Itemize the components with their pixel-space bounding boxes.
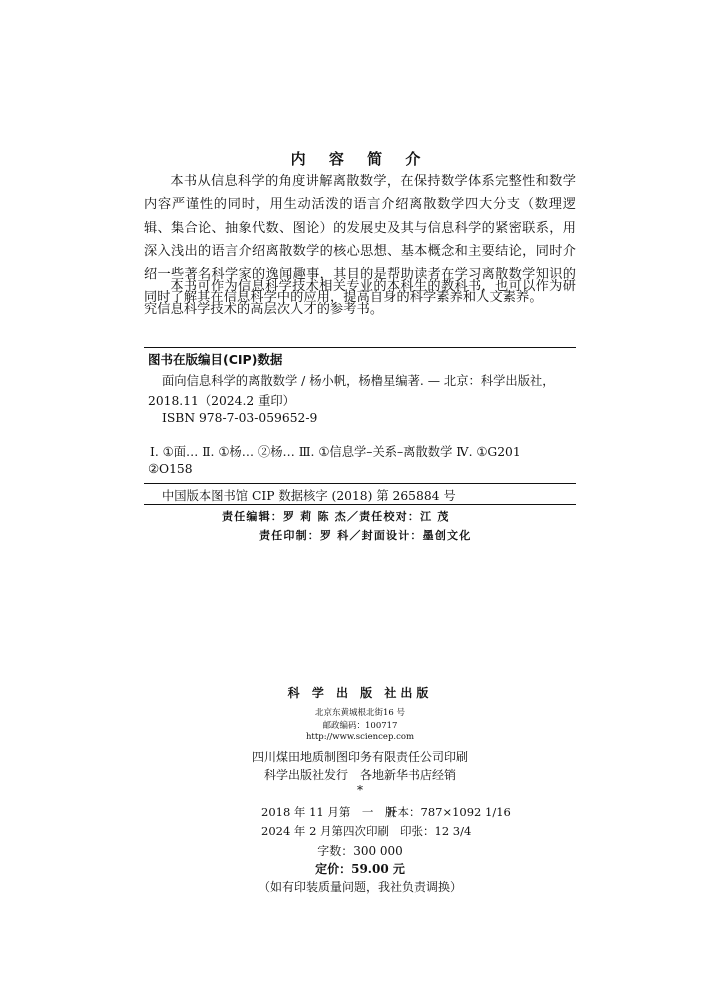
cip-classification: Ⅰ. ①面… Ⅱ. ①杨… ②杨… Ⅲ. ①信息学–关系–离散数学 Ⅳ. ①G201 [150,445,521,459]
price: 定价：59.00 元 [315,862,405,876]
cip-isbn: ISBN 978-7-03-059652-9 [162,411,318,425]
reprint-date: 2024 年 2 月第四次印刷 [261,824,390,838]
publisher-name: 科 学 出 版 社出版 [287,686,433,700]
summary-paragraph-2: 本书可作为信息科学技术相关专业的本科生的教科书，也可以作为研究信息科学技术的高层次人才的参考书。 [144,279,576,318]
credits-editors: 责任编辑：罗 莉 陈 杰／责任校对：江 茂 [222,510,450,523]
cip-classification-cont: ②O158 [148,462,193,476]
cip-title-line: 面向信息科学的离散数学 / 杨小帆，杨橹星编著. — 北京：科学出版社， [162,374,555,388]
book-format: 开本：787×1092 1/16 [386,805,511,819]
first-edition-date: 2018 年 11 月第 一 版 [261,805,397,819]
cip-middle-rule [144,483,576,484]
cip-heading: 图书在版编目(CIP)数据 [148,352,283,367]
cip-date-line: 2018.11（2024.2 重印） [148,394,295,408]
summary-title: 内 容 简 介 [290,150,430,168]
quality-note: （如有印装质量问题，我社负责调换） [257,880,462,894]
publisher-postcode: 邮政编码：100717 [322,721,398,731]
credits-production: 责任印制：罗 科／封面设计：墨创文化 [259,529,472,542]
cip-bottom-rule [144,504,576,505]
distribution-info: 科学出版社发行 各地新华书店经销 [263,768,456,782]
printing-sheets: 印张：12 3/4 [400,824,472,838]
cip-record-number: 中国版本图书馆 CIP 数据核字 (2018) 第 265884 号 [162,489,456,503]
cip-top-rule [144,347,576,348]
printer-name: 四川煤田地质制图印务有限责任公司印刷 [251,750,468,764]
summary-paragraph-1: 本书从信息科学的角度讲解离散数学，在保持数学体系完整性和数学内容严谨性的同时，用生动活泼的语言介绍离散数学四大分支（数理逻辑、集合论、抽象代数、图论）的发展史及其与信息科学的紧密联系，用深入浅出的语言介绍离散数学的核心思想、基本概念和主要结论，同时介绍一些著名科学家的逸闻趣事，其目的是帮助读者在学习离散数学知识的同时了解其在信息科学中的应用，提高自身的科学素养和人文素养。 [144,174,576,306]
word-count: 字数：300 000 [317,844,403,858]
section-separator: * [357,783,363,797]
publisher-address: 北京东黄城根北街16 号 [314,708,406,718]
publisher-url: http://www.sciencep.com [305,732,415,742]
